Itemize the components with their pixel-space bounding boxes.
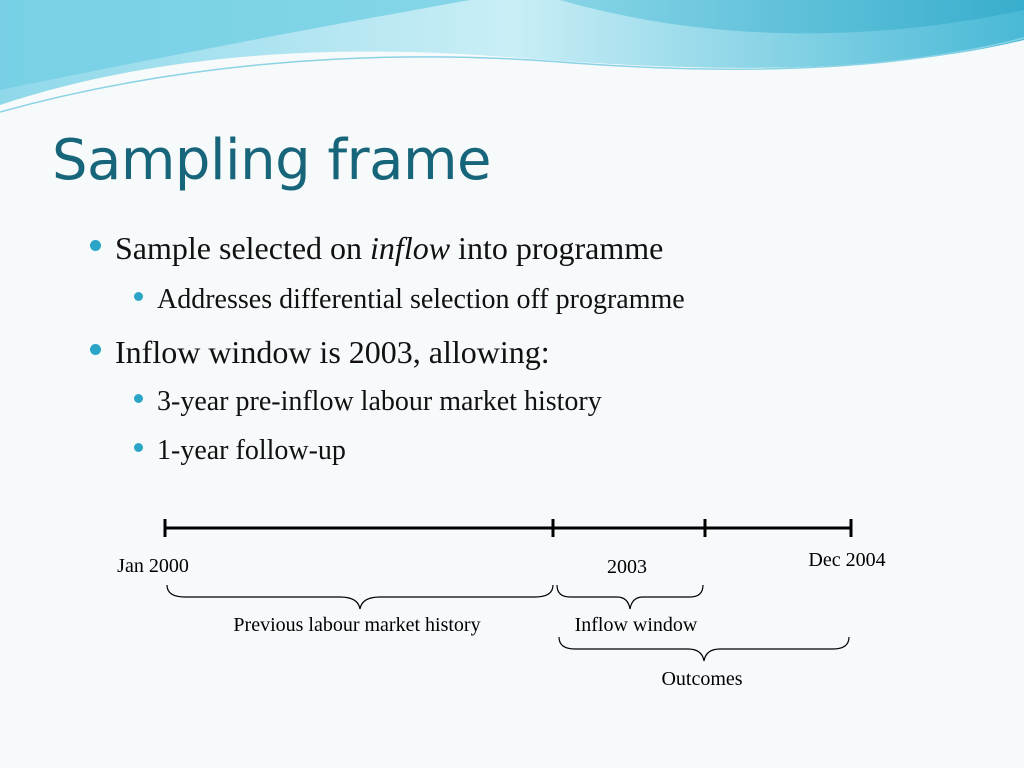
- timeline-label-end: Dec 2004: [808, 549, 886, 571]
- slide-title: Sampling frame: [52, 128, 491, 193]
- brace-label-inflow: Inflow window: [574, 614, 698, 636]
- bullet-text: 1-year follow-up: [157, 435, 346, 466]
- timeline-label-inflow-year: 2003: [607, 556, 647, 578]
- bullet-text: Sample selected on inflow into programme: [115, 230, 664, 266]
- history-brace: [167, 585, 553, 609]
- outcomes-brace: [559, 637, 849, 661]
- timeline-label-start: Jan 2000: [117, 555, 189, 577]
- brace-label-outcomes: Outcomes: [661, 668, 743, 690]
- brace-label-history: Previous labour market history: [233, 614, 481, 636]
- bullet-text: 3-year pre-inflow labour market history: [157, 386, 602, 417]
- bullet-text: Addresses differential selection off programme: [157, 284, 685, 315]
- bullet-text: Inflow window is 2003, allowing:: [115, 334, 550, 370]
- inflow-brace: [557, 585, 703, 609]
